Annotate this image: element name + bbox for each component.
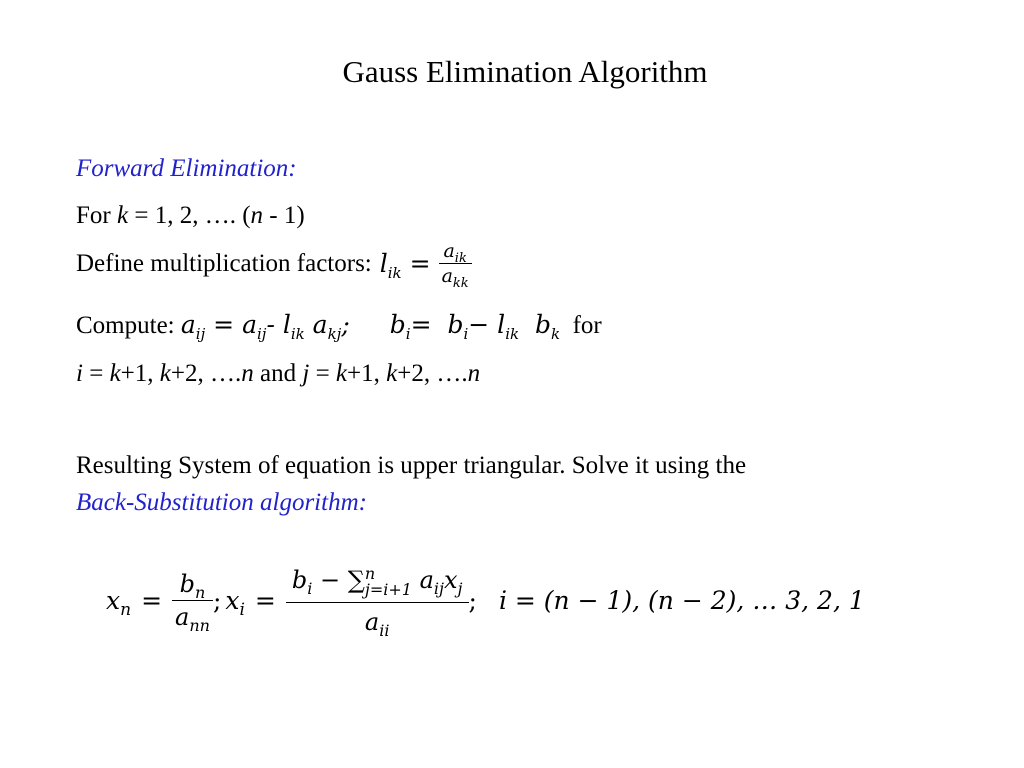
for-range: = 1, 2, …. ( [128, 202, 251, 229]
for-k-line [76, 200, 305, 232]
compute-label: Compute: [76, 312, 175, 339]
xi-fraction: $b_i$ − ∑ n j=i+1 $a_{ij}x_j$ $a_{ii}$ [286, 565, 469, 637]
define-line [76, 240, 472, 291]
xi-symbol: $x_i$ [225, 585, 245, 620]
l-ik-symbol: $l_{ik}$ [379, 248, 402, 282]
xn-fraction: $\frac{b_n}{a_{nn}}$ [172, 569, 213, 632]
for-word: for [572, 312, 602, 339]
define-label: Define multiplication factors: [76, 249, 372, 277]
forward-elimination-heading: Forward Elimination: [76, 155, 297, 182]
compute-b-formula: $b_i= b_i- l_{ik}$ $b_k$ [389, 310, 561, 343]
fraction-numerator: $a_{ik}$ [439, 240, 472, 264]
compute-formula: $a_{ij} = a_{ij}-$ $l_{ik}$ $a_{kj}$; [180, 310, 350, 343]
k-var: k [116, 202, 129, 229]
for-prefix: For [76, 202, 117, 229]
multiplication-factor-fraction [439, 240, 472, 291]
resulting-line: Resulting System of equation is upper triangular. Solve it using the [76, 452, 747, 479]
fraction-denominator: $a_{kk}$ [441, 265, 469, 291]
page-title: Gauss Elimination Algorithm [342, 54, 708, 89]
xn-symbol: $x_n$ [106, 585, 132, 620]
range-line: i = k+1, k+2, ….n and j = k+1, k+2, ….n [76, 360, 481, 387]
n-var: n [250, 202, 264, 229]
and-word: and [260, 360, 297, 387]
back-substitution-heading: Back-Substitution algorithm: [76, 489, 367, 516]
back-substitution-formula: $x_n$ = $\frac{b_n}{a_{nn}}$ ; $x_i$ = $b_i$ − ∑ n j=i+1 $a_{ij}x_j$ $a_{ii}$ ; i = (n − 1), (n − 2), … 3, 2, 1 [106, 563, 865, 640]
compute-line [76, 309, 602, 342]
equals-sign: = [409, 248, 431, 278]
back-sub-range: i = (n − 1), (n − 2), … 3, 2, 1 [498, 585, 865, 615]
for-end: - 1) [263, 202, 305, 229]
